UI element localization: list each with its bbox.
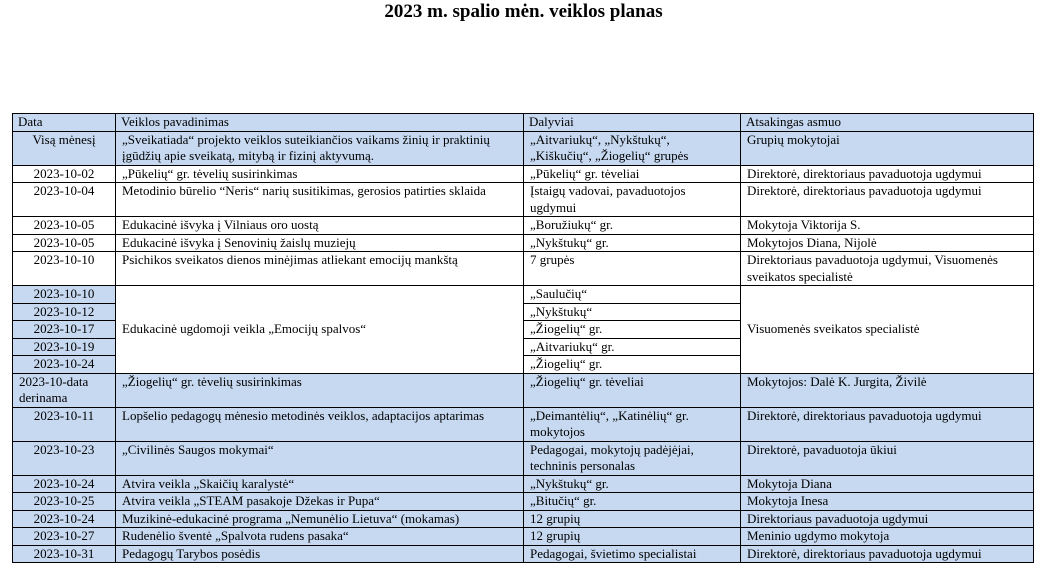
responsible-cell: Mokytoja Diana [741, 475, 1034, 493]
date-cell: 2023-10-27 [13, 528, 116, 546]
date-cell: 2023-10-23 [13, 441, 116, 475]
table-row [13, 441, 1034, 475]
activity-cell: Atvira veikla „STEAM pasakoje Džekas ir Pupa“ [116, 493, 524, 511]
activity-cell: „Sveikatiada“ projekto veiklos suteikiančios vaikams žinių ir praktinių įgūdžių apie sveikatą, mitybą ir fizinį aktyvumą. [116, 131, 524, 165]
document-title: 2023 m. spalio mėn. veiklos planas [384, 1, 663, 22]
responsible-cell: Direktorė, direktoriaus pavaduotoja ugdymui [741, 183, 1034, 217]
participants-cell: „Nykštukų“ [524, 303, 741, 321]
date-cell: 2023-10-12 [13, 303, 116, 321]
date-cell: 2023-10-05 [13, 234, 116, 252]
participants-cell: „Boružiukų“ gr. [524, 217, 741, 235]
table-row [13, 407, 1034, 441]
participants-cell: „Saulučių“ [524, 286, 741, 304]
date-cell: 2023-10-24 [13, 356, 116, 374]
date-cell: 2023-10-10 [13, 286, 116, 304]
activity-cell: Muzikinė-edukacinė programa „Nemunėlio Lietuva“ (mokamas) [116, 510, 524, 528]
activity-cell: „Žiogelių“ gr. tėvelių susirinkimas [116, 373, 524, 407]
responsible-cell: Mokytoja Viktorija S. [741, 217, 1034, 235]
date-cell: 2023-10-24 [13, 510, 116, 528]
activity-cell: Edukacinė išvyka į Senovinių žaislų muziejų [116, 234, 524, 252]
header-participants: Dalyviai [524, 114, 741, 132]
table-row [13, 545, 1034, 563]
responsible-cell: Direktorė, direktoriaus pavaduotoja ugdymui [741, 407, 1034, 441]
participants-cell: Įstaigų vadovai, pavaduotojos ugdymui [524, 183, 741, 217]
table-row [13, 475, 1034, 493]
table-row [13, 373, 1034, 407]
table-row [13, 165, 1034, 183]
date-cell: 2023-10-31 [13, 545, 116, 563]
grouped-activity-cell: Edukacinė ugdomoji veikla „Emocijų spalvos“ [116, 286, 524, 374]
participants-cell: „Deimantėlių“, „Katinėlių“ gr. mokytojos [524, 407, 741, 441]
participants-cell: 12 grupių [524, 528, 741, 546]
table-row [13, 528, 1034, 546]
participants-cell: „Žiogelių“ gr. [524, 321, 741, 339]
responsible-cell: Direktorė, pavaduotoja ūkiui [741, 441, 1034, 475]
participants-cell: „Nykštukų“ gr. [524, 234, 741, 252]
table-row [13, 131, 1034, 165]
date-cell: 2023-10-19 [13, 338, 116, 356]
table-row [13, 252, 1034, 286]
table-row [13, 286, 1034, 304]
table-row [13, 493, 1034, 511]
participants-cell: „Nykštukų“ gr. [524, 475, 741, 493]
header-responsible: Atsakingas asmuo [741, 114, 1034, 132]
activity-cell: „Pūkelių“ gr. tėvelių susirinkimas [116, 165, 524, 183]
table-row [13, 510, 1034, 528]
responsible-cell: Direktorė, direktoriaus pavaduotoja ugdymui [741, 165, 1034, 183]
responsible-cell: Direktoriaus pavaduotoja ugdymui, Visuomenės sveikatos specialistė [741, 252, 1034, 286]
responsible-cell: Direktoriaus pavaduotoja ugdymui [741, 510, 1034, 528]
activity-cell: Edukacinė išvyka į Vilniaus oro uostą [116, 217, 524, 235]
header-activity: Veiklos pavadinimas [116, 114, 524, 132]
date-cell: 2023-10-data derinama [13, 373, 116, 407]
activity-cell: Metodinio būrelio “Neris“ narių susitikimas, gerosios patirties sklaida [116, 183, 524, 217]
table-row [13, 183, 1034, 217]
activity-cell: Rudenėlio šventė „Spalvota rudens pasaka“ [116, 528, 524, 546]
participants-cell: „Pūkelių“ gr. tėveliai [524, 165, 741, 183]
date-cell: 2023-10-05 [13, 217, 116, 235]
header-date: Data [13, 114, 116, 132]
responsible-cell: Meninio ugdymo mokytoja [741, 528, 1034, 546]
table-row [13, 217, 1034, 235]
participants-cell: „Aitvariukų“ gr. [524, 338, 741, 356]
participants-cell: „Žiogelių“ gr. tėveliai [524, 373, 741, 407]
responsible-cell: Direktorė, direktoriaus pavaduotoja ugdymui [741, 545, 1034, 563]
date-cell: 2023-10-17 [13, 321, 116, 339]
responsible-cell: Mokytoja Inesa [741, 493, 1034, 511]
date-cell: 2023-10-11 [13, 407, 116, 441]
date-cell: 2023-10-25 [13, 493, 116, 511]
date-cell: 2023-10-02 [13, 165, 116, 183]
date-cell: Visą mėnesį [13, 131, 116, 165]
date-cell: 2023-10-10 [13, 252, 116, 286]
date-cell: 2023-10-24 [13, 475, 116, 493]
participants-cell: 12 grupių [524, 510, 741, 528]
participants-cell: „Žiogelių“ gr. [524, 356, 741, 374]
table-header-row [13, 114, 1034, 132]
participants-cell: Pedagogai, švietimo specialistai [524, 545, 741, 563]
activity-cell: Pedagogų Tarybos posėdis [116, 545, 524, 563]
responsible-cell: Mokytojos: Dalė K. Jurgita, Živilė [741, 373, 1034, 407]
activity-cell: Psichikos sveikatos dienos minėjimas atliekant emocijų mankštą [116, 252, 524, 286]
activity-cell: „Civilinės Saugos mokymai“ [116, 441, 524, 475]
activity-cell: Atvira veikla „Skaičių karalystė“ [116, 475, 524, 493]
participants-cell: „Bitučių“ gr. [524, 493, 741, 511]
date-cell: 2023-10-04 [13, 183, 116, 217]
participants-cell: 7 grupės [524, 252, 741, 286]
grouped-responsible-cell: Visuomenės sveikatos specialistė [741, 286, 1034, 374]
participants-cell: „Aitvariukų“, „Nykštukų“, „Kiškučių“, „Žiogelių“ grupės [524, 131, 741, 165]
activity-plan-table [12, 113, 1034, 563]
responsible-cell: Grupių mokytojai [741, 131, 1034, 165]
table-row [13, 234, 1034, 252]
participants-cell: Pedagogai, mokytojų padėjėjai, techninis personalas [524, 441, 741, 475]
activity-cell: Lopšelio pedagogų mėnesio metodinės veiklos, adaptacijos aptarimas [116, 407, 524, 441]
responsible-cell: Mokytojos Diana, Nijolė [741, 234, 1034, 252]
